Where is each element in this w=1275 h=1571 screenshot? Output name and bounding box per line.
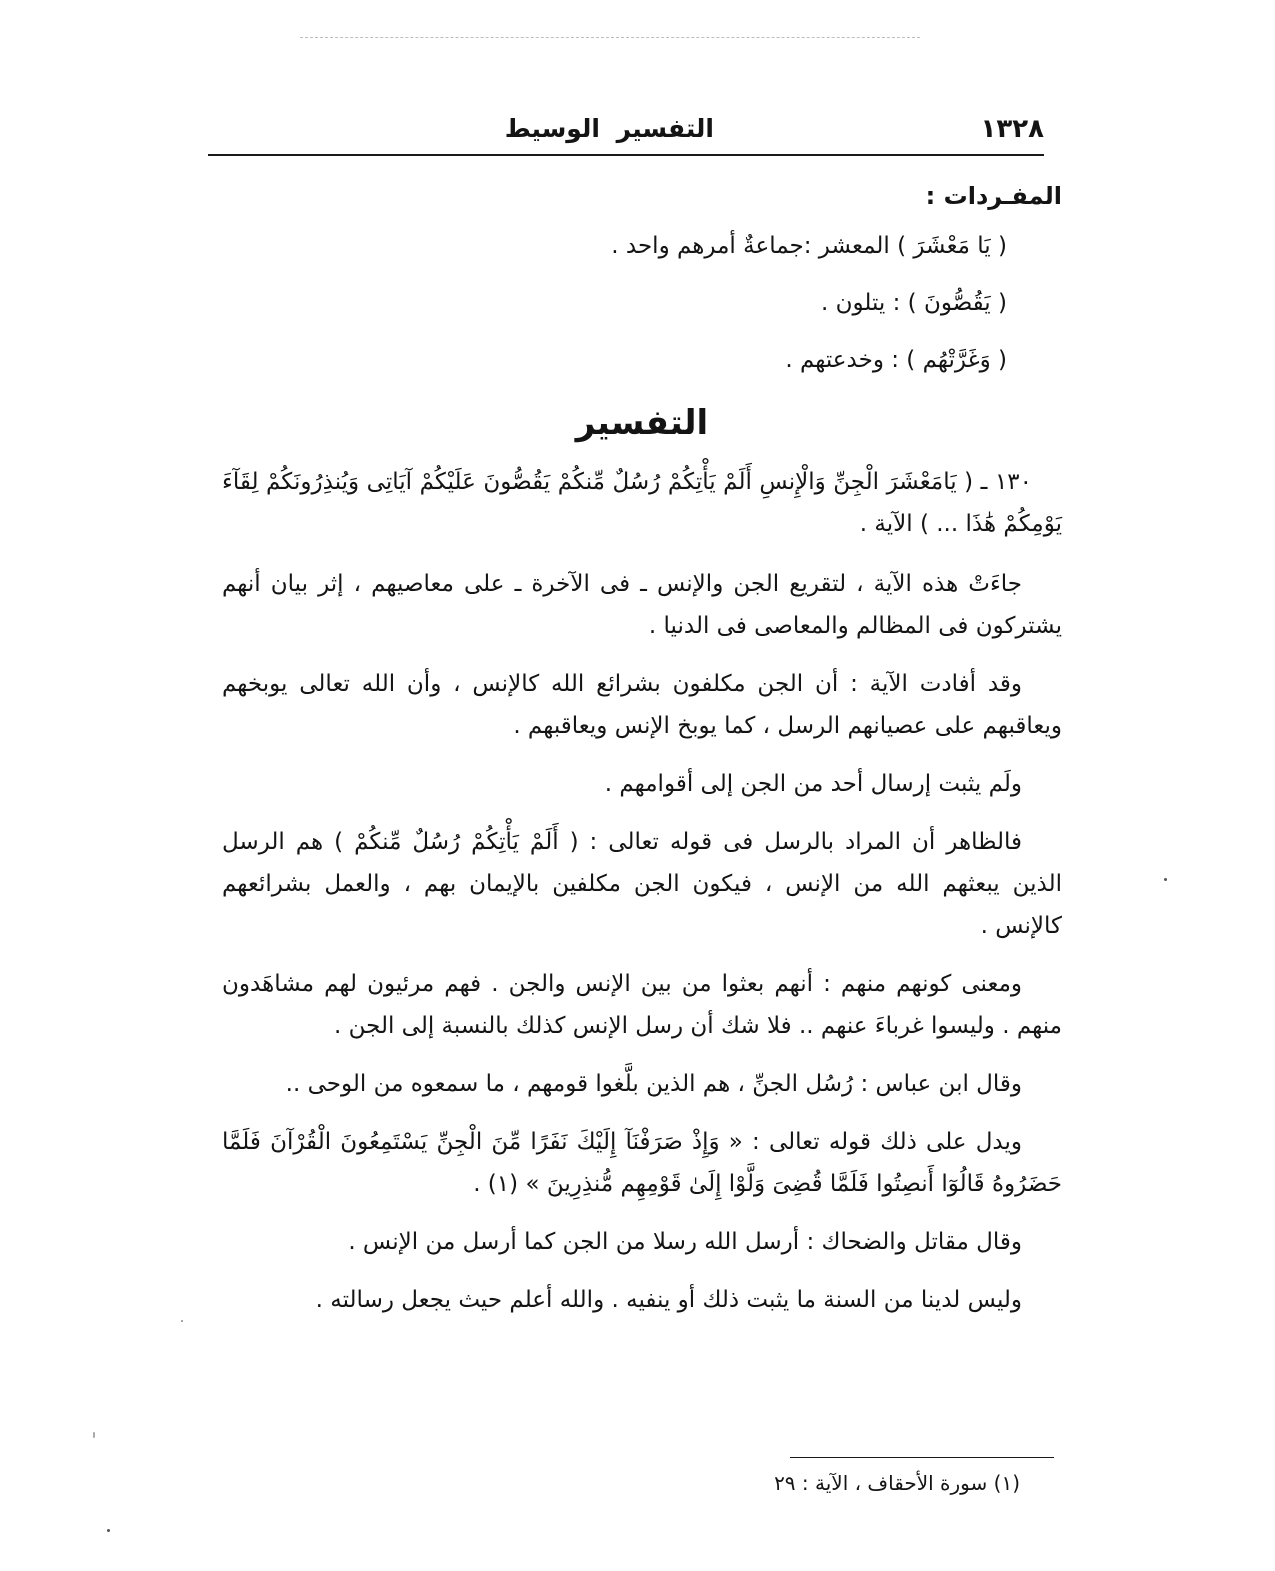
paragraph: جاءَتْ هذه الآية ، لتقريع الجن والإنس ـ فى الآخرة ـ على معاصيهم ، إثر بيان أنهم يشتركون فى المظالم والمعاصى فى الدنيا .	[222, 571, 1062, 639]
page-number: ١٣٢٨	[980, 114, 1044, 144]
vocabulary-item: ( يَقُصُّونَ ) : يتلون .	[820, 290, 1007, 316]
paragraph: ويدل على ذلك قوله تعالى : « وَإِذْ صَرَفْنَآ إِلَيْكَ نَفَرًا مِّنَ الْجِنِّ يَسْتَمِعُونَ الْقُرْآنَ فَلَمَّا حَضَرُوهُ قَالُوٓا أَنصِتُوا فَلَمَّا قُضِىَ وَلَّوْا إِلَىٰ قَوْمِهِم مُّنذِرِينَ » (١) .	[222, 1129, 1062, 1197]
paragraph: وقال مقاتل والضحاك : أرسل الله رسلا من الجن كما أرسل من الإنس .	[348, 1229, 1022, 1255]
paragraph: فالظاهر أن المراد بالرسل فى قوله تعالى : ( أَلَمْ يَأْتِكُمْ رُسُلٌ مِّنكُمْ ) هم الرسل الذين يبعثهم الله من الإنس ، فيكون الجن مكلفين بالإيمان بهم ، والعمل بشرائعهم كالإنس .	[222, 829, 1062, 939]
scan-speck	[1164, 878, 1167, 881]
footnote-divider	[790, 1457, 1054, 1458]
vocabulary-heading: المفـردات :	[925, 182, 1062, 210]
vocabulary-item: ( يَا مَعْشَرَ ) المعشر :جماعةٌ أمرهم واحد .	[611, 233, 1007, 259]
page-header	[208, 108, 1044, 156]
scan-speck	[107, 1529, 110, 1532]
paragraph: ومعنى كونهم منهم : أنهم بعثوا من بين الإنس والجن . فهم مرئيون لهم مشاهَدون منهم . وليسوا غرباءَ عنهم .. فلا شك أن رسل الإنس كذلك بالنسبة إلى الجن .	[222, 971, 1062, 1039]
paragraph: وليس لدينا من السنة ما يثبت ذلك أو ينفيه . والله أعلم حيث يجعل رسالته .	[315, 1287, 1022, 1313]
paragraph: وقد أفادت الآية : أن الجن مكلفون بشرائع الله كالإنس ، وأن الله تعالى يوبخهم ويعاقبهم على عصيانهم الرسل ، كما يوبخ الإنس ويعاقبهم .	[222, 671, 1062, 739]
scan-speck	[93, 1432, 95, 1438]
footnote: (١) سورة الأحقاف ، الآية : ٢٩	[774, 1471, 1020, 1495]
vocabulary-item: ( وَغَرَّتْهُم ) : وخدعتهم .	[785, 347, 1007, 373]
paragraph: ولَم يثبت إرسال أحد من الجن إلى أقوامهم .	[604, 771, 1022, 797]
section-title: التفسير	[575, 403, 709, 443]
scan-top-line	[300, 37, 920, 38]
verse-paragraph: ١٣٠ ـ ( يَامَعْشَرَ الْجِنِّ وَالْإِنسِ أَلَمْ يَأْتِكُمْ رُسُلٌ مِّنكُمْ يَقُصُّونَ عَلَيْكُمْ آيَاتِى وَيُنذِرُونَكُمْ لِقَآءَ يَوْمِكُمْ هَٰذَا ... ) الآية .	[222, 469, 1062, 537]
running-title: التفسير الوسيط	[504, 114, 714, 143]
page-body	[222, 170, 1062, 1337]
scan-speck	[181, 1320, 183, 1322]
paragraph: وقال ابن عباس : رُسُل الجنِّ ، هم الذين بلَّغوا قومهم ، ما سمعوه من الوحى ..	[285, 1071, 1022, 1097]
